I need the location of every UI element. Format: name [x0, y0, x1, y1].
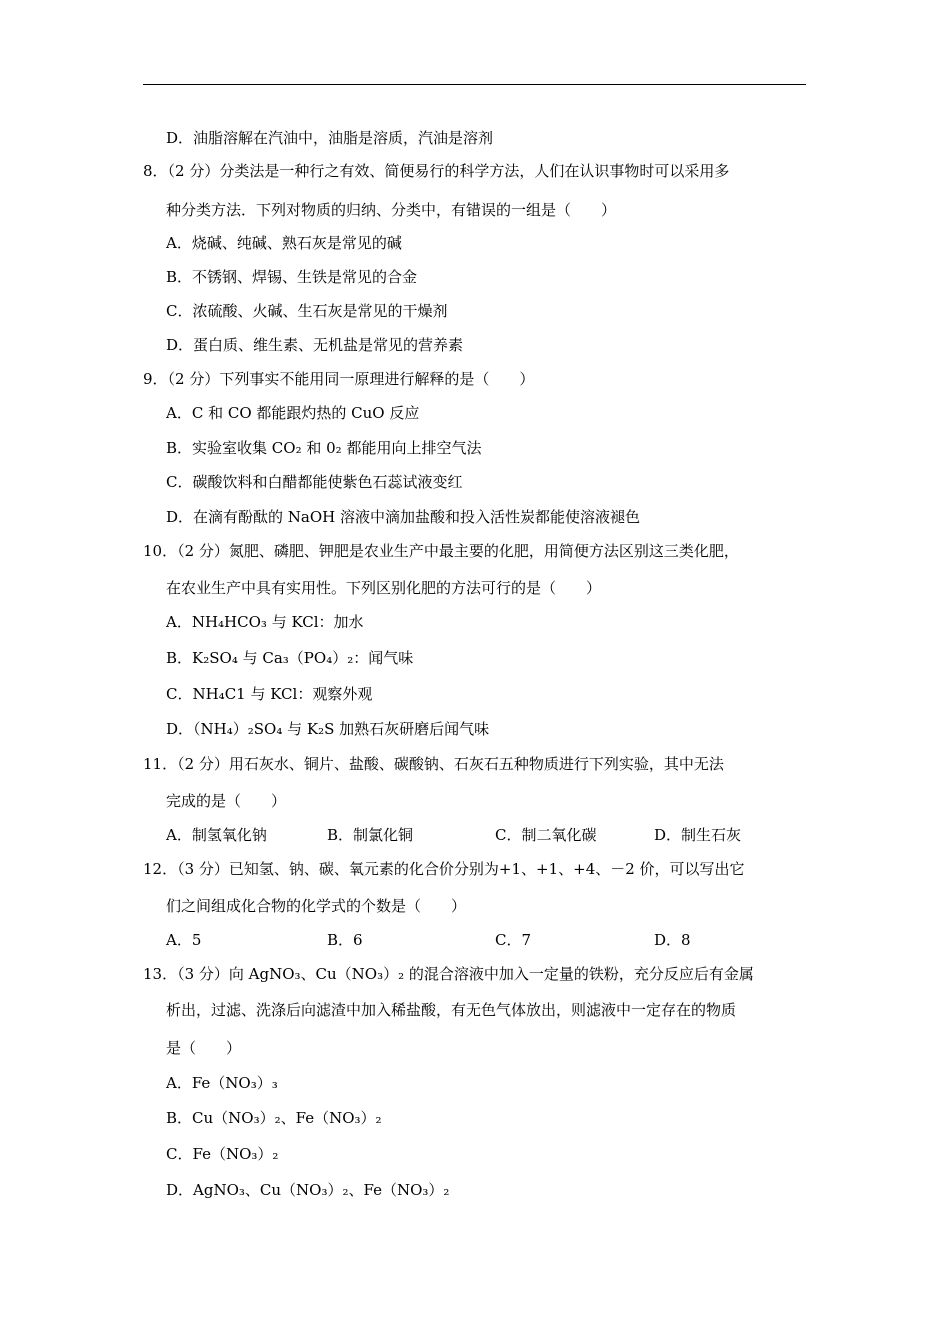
q12-stem-cont: 们之间组成化合物的化学式的个数是（ ）: [166, 897, 467, 915]
q8-stem: 8．（2 分）分类法是一种行之有效、简便易行的科学方法，人们在认识事物时可以采用多: [143, 162, 730, 180]
q9-option-c: C．碳酸饮料和白醋都能使紫色石蕊试液变红: [166, 473, 463, 491]
q12-option-c: C．7: [495, 931, 532, 949]
q11-option-c: C．制二氧化碳: [495, 826, 597, 844]
q12-stem: 12．（3 分）已知氢、钠、碳、氧元素的化合价分别为+1、+1、+4、－2 价，可以写出它: [143, 860, 745, 878]
prev-option-d: D．油脂溶解在汽油中，油脂是溶质，汽油是溶剂: [166, 129, 494, 147]
q10-option-b: B．K₂SO₄ 与 Ca₃（PO₄）₂：闻气味: [166, 649, 414, 667]
q8-option-d: D．蛋白质、维生素、无机盐是常见的营养素: [166, 336, 464, 354]
q10-option-d: D．（NH₄）₂SO₄ 与 K₂S 加熟石灰研磨后闻气味: [166, 720, 490, 738]
q12-option-b: B．6: [327, 931, 363, 949]
q13-stem: 13．（3 分）向 AgNO₃、Cu（NO₃）₂ 的混合溶液中加入一定量的铁粉，充分反应后有金属: [143, 965, 754, 983]
q13-option-c: C．Fe（NO₃）₂: [166, 1145, 279, 1163]
q11-stem: 11．（2 分）用石灰水、铜片、盐酸、碳酸钠、石灰石五种物质进行下列实验，其中无法: [143, 755, 724, 773]
q8-option-b: B．不锈钢、焊锡、生铁是常见的合金: [166, 268, 418, 286]
q8-option-a: A．烧碱、纯碱、熟石灰是常见的碱: [166, 234, 402, 252]
q9-option-d: D．在滴有酚酞的 NaOH 溶液中滴加盐酸和投入活性炭都能使溶液褪色: [166, 508, 641, 526]
q9-stem: 9．（2 分）下列事实不能用同一原理进行解释的是（ ）: [143, 370, 535, 388]
q11-options: [166, 825, 786, 845]
header-rule: [143, 84, 806, 85]
q13-option-a: A．Fe（NO₃）₃: [166, 1074, 278, 1092]
q9-option-a: A．C 和 CO 都能跟灼热的 CuO 反应: [166, 404, 420, 422]
q11-option-b: B．制氯化铜: [327, 826, 414, 844]
q12-option-a: A．5: [166, 931, 202, 949]
q10-option-a: A．NH₄HCO₃ 与 KCl：加水: [166, 613, 364, 631]
q9-option-b: B．实验室收集 CO₂ 和 0₂ 都能用向上排空气法: [166, 439, 482, 457]
q10-stem-cont: 在农业生产中具有实用性。下列区别化肥的方法可行的是（ ）: [166, 579, 602, 597]
q8-stem-cont: 种分类方法．下列对物质的归纳、分类中，有错误的一组是（ ）: [166, 201, 617, 219]
q13-stem-cont-2: 是（ ）: [166, 1039, 242, 1057]
q12-options: [166, 930, 786, 950]
q11-stem-cont: 完成的是（ ）: [166, 792, 287, 810]
q13-option-b: B．Cu（NO₃）₂、Fe（NO₃）₂: [166, 1109, 382, 1127]
q11-option-d: D．制生石灰: [654, 826, 742, 844]
q13-option-d: D．AgNO₃、Cu（NO₃）₂、Fe（NO₃）₂: [166, 1181, 450, 1199]
q10-stem: 10．（2 分）氮肥、磷肥、钾肥是农业生产中最主要的化肥，用简便方法区别这三类化肥，: [143, 542, 739, 560]
q10-option-c: C．NH₄C1 与 KCl：观察外观: [166, 685, 373, 703]
q8-option-c: C．浓硫酸、火碱、生石灰是常见的干燥剂: [166, 302, 448, 320]
q13-stem-cont: 析出，过滤、洗涤后向滤渣中加入稀盐酸，有无色气体放出，则滤液中一定存在的物质: [166, 1001, 737, 1019]
q12-option-d: D．8: [654, 931, 691, 949]
q11-option-a: A．制氢氧化钠: [166, 826, 267, 844]
